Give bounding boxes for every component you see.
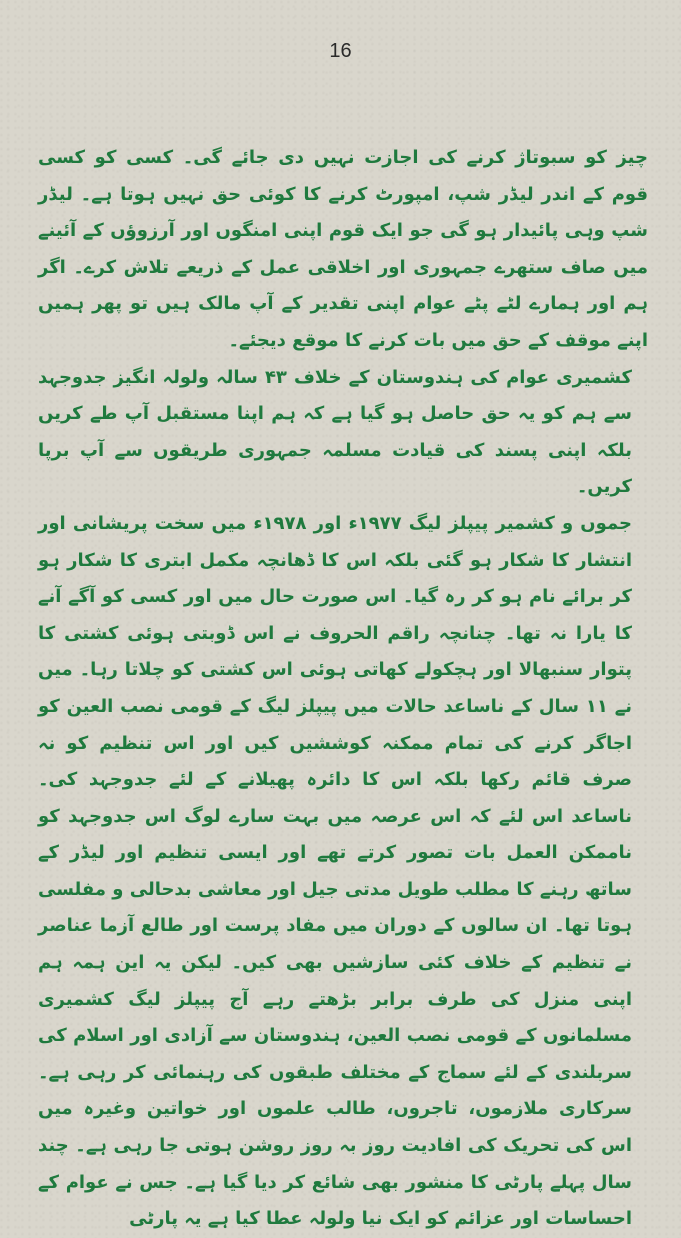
page-number: 16	[329, 40, 352, 62]
paragraph-2: کشمیری عوام کی ہندوستان کے خلاف ۴۳ سالہ ولولہ انگیز جدوجہد سے ہم کو یہ حق حاصل ہو گیا ہے کہ ہم اپنا مستقبل آپ طے کریں بلکہ اپنی پسند کی قیادت مسلمہ جمہوری طریقوں سے آپ برپا کریں۔	[38, 366, 632, 498]
page-body	[38, 140, 648, 1238]
paragraph-3: جموں و کشمیر پیپلز لیگ ۱۹۷۷ء اور ۱۹۷۸ء میں سخت پریشانی اور انتشار کا شکار ہو گئی بلکہ اس کا ڈھانچہ مکمل ابتری کا شکار ہو کر برائے نام ہو کر رہ گیا۔ اس صورت حال میں اور کسی کو آگے آنے کا یارا نہ تھا۔ چنانچہ راقم الحروف نے اس ڈوبتی ہوئی کشتی کا پتوار سنبھالا اور ہچکولے کھاتی ہوئی اس کشتی کو چلاتا رہا۔ میں نے ۱۱ سال کے ناساعد حالات میں پیپلز لیگ کے قومی نصب العین کو اجاگر کرنے کی تمام ممکنہ کوششیں کیں اور اس تنظیم کو نہ صرف قائم رکھا بلکہ اس کا دائرہ پھیلانے کے لئے جدوجہد کی۔ ناساعد اس لئے کہ اس عرصہ میں بہت سارے لوگ اس جدوجہد کو ناممکن العمل بات تصور کرتے تھے اور ایسی تنظیم اور لیڈر کے ساتھ رہنے کا مطلب طویل مدتی جیل اور معاشی بدحالی و مفلسی ہوتا تھا۔ ان سالوں کے دوران میں مفاد پرست اور طالع آزما عناصر نے تنظیم کے خلاف کئی سازشیں بھی کیں۔ لیکن یہ این ہمہ ہم اپنی منزل کی طرف برابر بڑھتے رہے آج پیپلز لیگ کشمیری مسلمانوں کے قومی نصب العین، ہندوستان سے آزادی اور اسلام کی سربلندی کے لئے سماج کے مختلف طبقوں کی رہنمائی کر رہی ہے۔ سرکاری ملازموں، تاجروں، طالب علموں اور خواتین وغیرہ میں اس کی تحریک کی افادیت روز بہ روز روشن ہوتی جا رہی ہے۔ چند سال پہلے پارٹی کا منشور بھی شائع کر دیا گیا ہے۔ جس نے عوام کے احساسات اور عزائم کو ایک نیا ولولہ عطا کیا ہے یہ پارٹی	[38, 512, 633, 1230]
paragraph-1: چیز کو سبوتاژ کرنے کی اجازت نہیں دی جائے گی۔ کسی کو کسی قوم کے اندر لیڈر شپ، امپورٹ کرنے کا کوئی حق نہیں ہوتا ہے۔ لیڈر شپ وہی پائیدار ہو گی جو ایک قوم اپنی امنگوں اور آرزوؤں کے آئینے میں صاف ستھرے جمہوری اور اخلاقی عمل کے ذریعے تلاش کرے۔ اگر ہم اور ہمارے لٹے پٹے عوام اپنی تقدیر کے آپ مالک ہیں تو پھر ہمیں اپنے موقف کے حق میں بات کرنے کا موقع دیجئے۔	[38, 147, 648, 351]
